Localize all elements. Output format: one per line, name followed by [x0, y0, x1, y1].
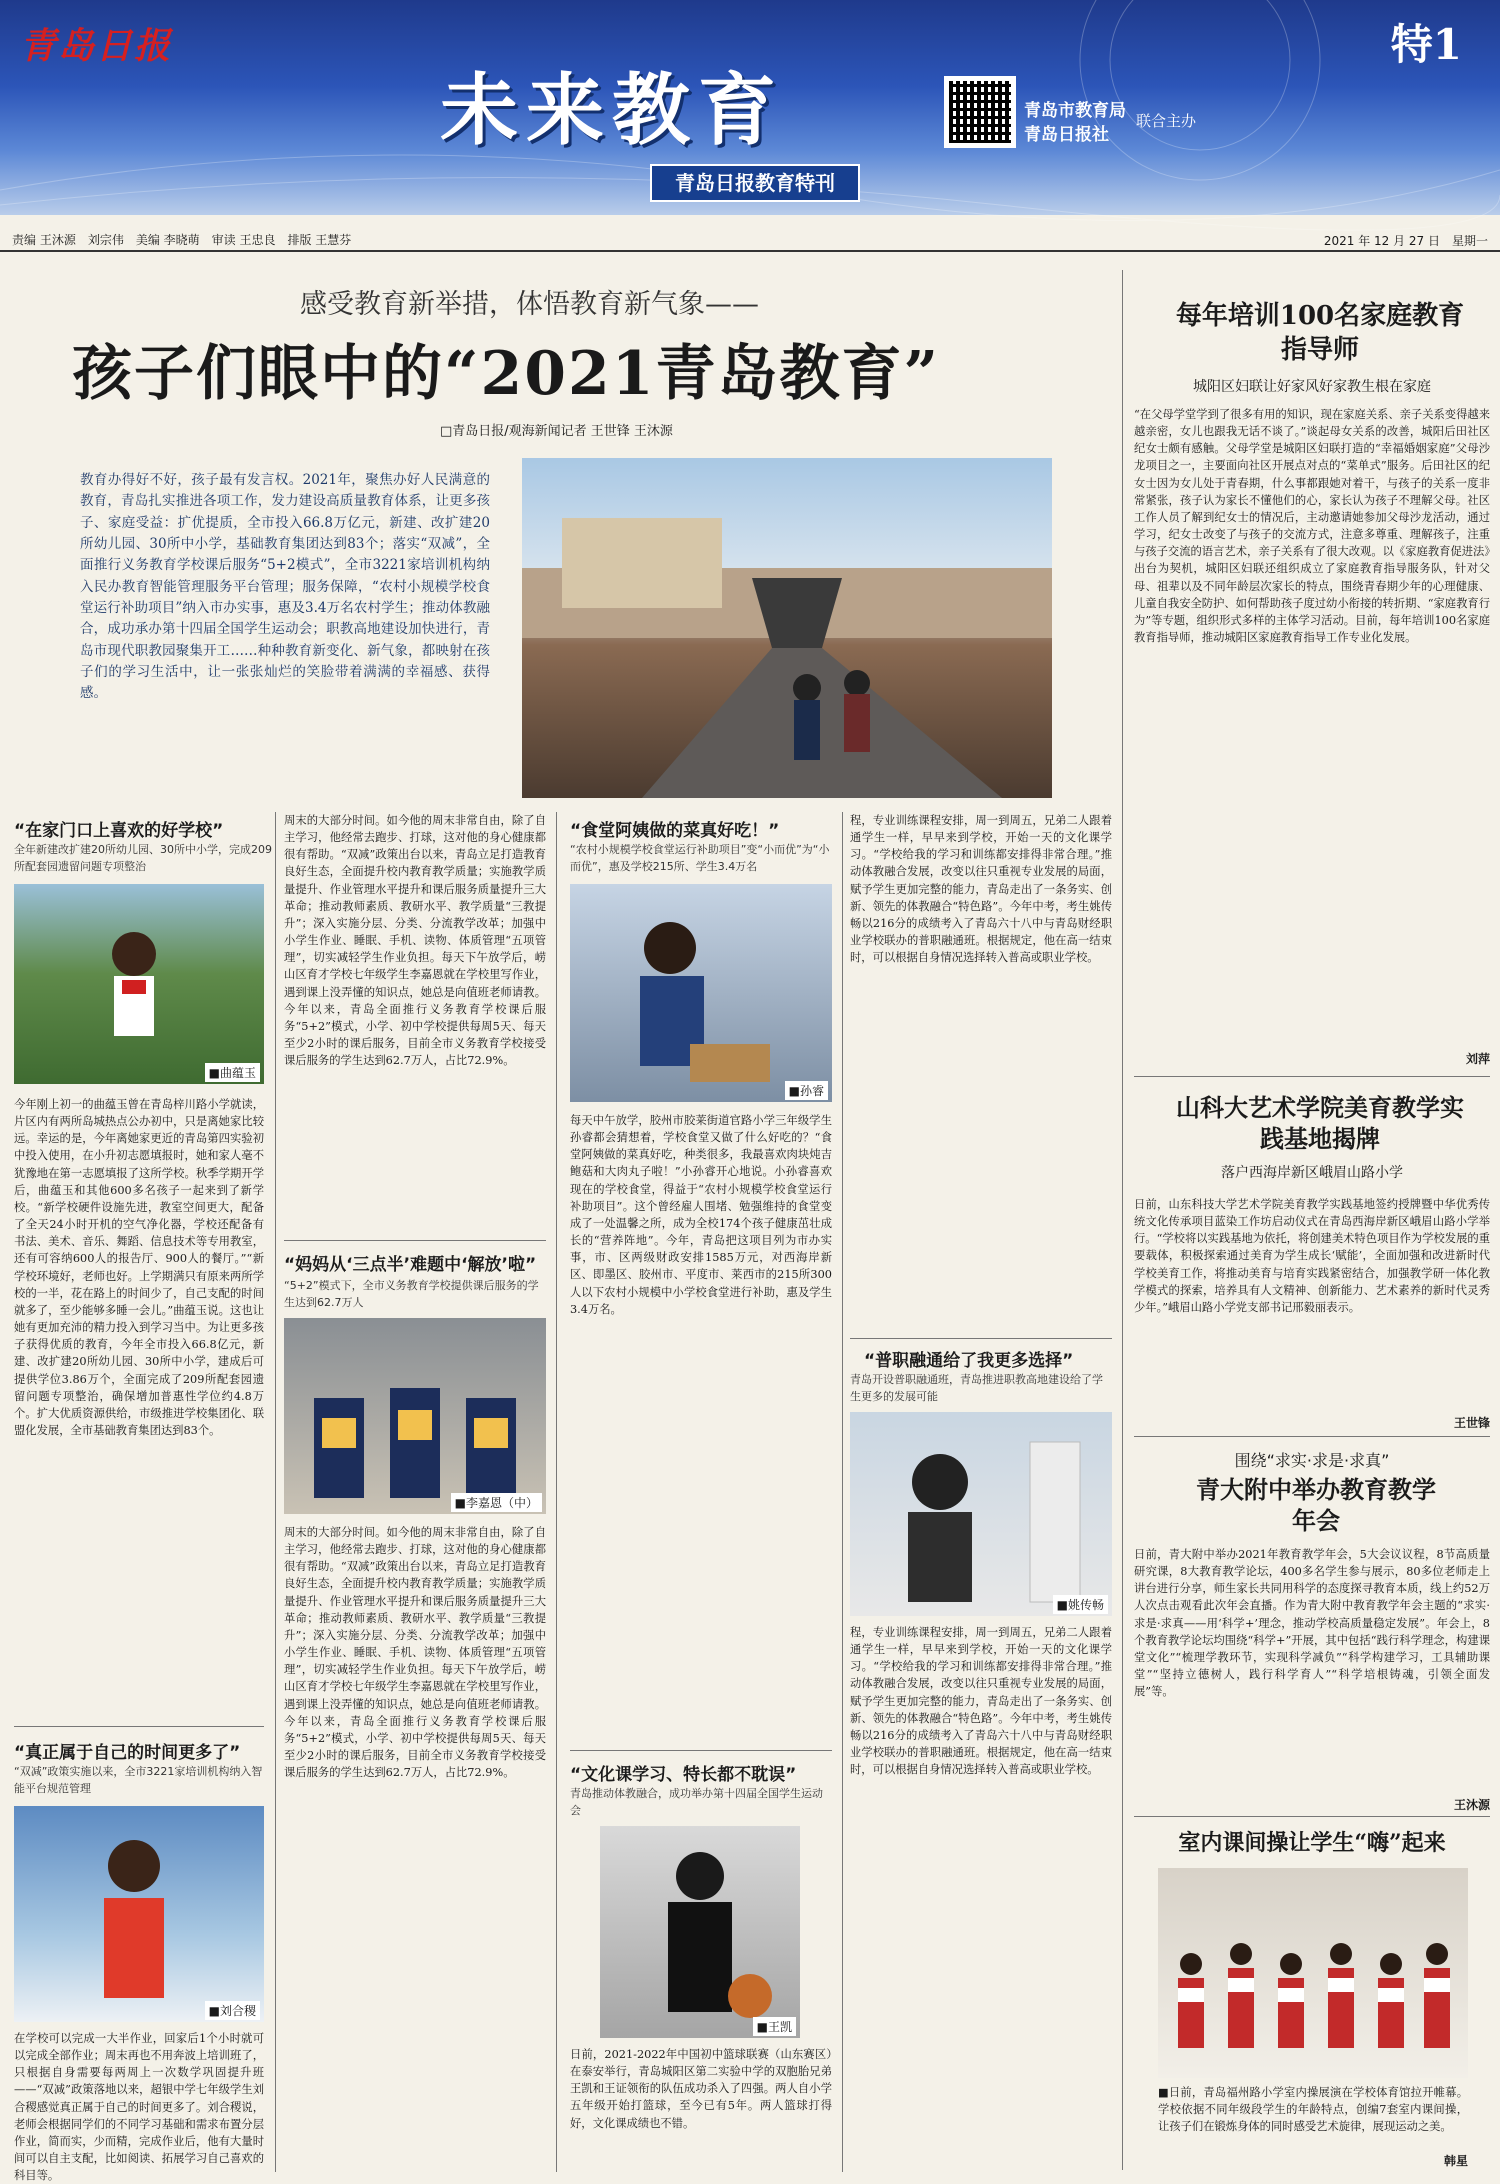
headline-byline: □青岛日报/观海新闻记者 王世锋 王沐源: [440, 424, 673, 439]
story1-subtitle: 全年新建改扩建20所幼儿园、30所中小学，完成209所配套园遗留问题专项整治: [14, 843, 272, 873]
story6-subtitle: 青岛开设普职融通班，青岛推进职教高地建设给了学生更多的发展可能: [850, 1373, 1103, 1403]
story3-body-2: 周末的大部分时间。如今他的周末非常自由，除了自主学习，他经常去跑步、打球，这对他的身心健康都很有帮助。“双减”政策出台以来，青岛立足打造教育良好生态，全面提升校内教育教学质量；实施教学质量提升、作业管理水平提升和课后服务质量提升三大革命；推动教师素质、教研水平、教学质量“三教提升”；深入实施分层、分类、分流教学改革；加强中小学生作业、睡眠、手机、读物、体质管理“五项管理”，切实减轻学生作业负担。每天下午放学后，崂山区育才学校七年级学生李嘉恩就在学校里写作业，遇到课上没弄懂的知识点，她总是向值班老师请教。今年以来，青岛全面推行义务教育学校课后服务“5+2”模式，小学、初中学校提供每周5天、每天至少2小时的课后服务，目前全市义务教育学校接受课后服务的学生达到62.7万人，占比72.9%。: [284, 1526, 546, 1780]
sidebar-article3-kicker: 围绕“求实·求是·求真”: [1234, 1451, 1390, 1470]
story5-subtitle: 青岛推动体教融合，成功举办第十四届全国学生运动会: [570, 1787, 823, 1817]
main-photo: [522, 458, 1052, 798]
sidebar-article1-author: 刘萍: [1465, 1052, 1490, 1066]
sidebar-article4-caption: ■日前，青岛福州路小学室内操展演在学校体育馆拉开帷幕。学校依据不同年级段学生的年龄特点，创编7套室内课间操，让孩子们在锻炼身体的同时感受艺术旋律，展现运动之美。: [1158, 2086, 1468, 2134]
column-divider: [556, 812, 557, 2172]
sidebar-article4-author: 韩星: [1443, 2154, 1468, 2168]
divider: [284, 1240, 546, 1241]
sidebar-article3-title: 青大附中举办教育教学年会: [1196, 1475, 1436, 1536]
story2-subtitle: “双减”政策实施以来，全市3221家培训机构纳入智能平台规范管理: [14, 1765, 263, 1795]
divider: [1134, 1076, 1490, 1077]
sidebar-article2-body: 日前，山东科技大学艺术学院美育教学实践基地签约授牌暨中华优秀传统文化传承项目蓝染工作坊启动仪式在青岛西海岸新区峨眉山路小学举行。“学校将以实践基地为依托，将创建美术特色项目作为学校发展的重要载体，积极探索通过美育为学生成长‘赋能’，全面加强和改进新时代学校美育工作，将推动美育与培育实践紧密结合，加强教学研一体化教学模式的探索，培养具有人文精神、创新能力、艺术素养的新时代灵秀少年。”峨眉山路小学党支部书记邢毅丽表示。: [1134, 1198, 1490, 1314]
story6-body: 程，专业训练课程安排，周一到周五，兄弟二人跟着通学生一样，早早来到学校，开始一天的文化课学习。“学校给我的学习和训练都安排得非常合理。”推动体教融合发展，改变以往只重视专业发展的局面，赋予学生更加完整的能力，青岛走出了一条务实、创新、领先的体教融合“特色路”。今年中考，考生姚传畅以216分的成绩考入了青岛六十八中与青岛财经职业学校联办的普职融通班。根据规定，他在高一结束时，可以根据自身情况选择转入普高或职业学校。: [850, 1626, 1112, 1777]
story4-title: “食堂阿姨做的菜真好吃！”: [570, 821, 780, 841]
story2-photo-caption: ■刘合稷: [205, 2001, 260, 2020]
story5-photo: [600, 1826, 800, 2038]
story6-body-top: 程，专业训练课程安排，周一到周五，兄弟二人跟着通学生一样，早早来到学校，开始一天的文化课学习。“学校给我的学习和训练都安排得非常合理。”推动体教融合发展，改变以往只重视专业发展的局面，赋予学生更加完整的能力，青岛走出了一条务实、创新、领先的体教融合“特色路”。今年中考，考生姚传畅以216分的成绩考入了青岛六十八中与青岛财经职业学校联办的普职融通班。根据规定，他在高一结束时，可以根据自身情况选择转入普高或职业学校。: [850, 814, 1112, 965]
story3-body: 周末的大部分时间。如今他的周末非常自由，除了自主学习，他经常去跑步、打球，这对他的身心健康都很有帮助。“双减”政策出台以来，青岛立足打造教育良好生态，全面提升校内教育教学质量；实施教学质量提升、作业管理水平提升和课后服务质量提升三大革命；推动教师素质、教研水平、教学质量“三教提升”；深入实施分层、分类、分流教学改革；加强中小学生作业、睡眠、手机、读物、体质管理“五项管理”，切实减轻学生作业负担。每天下午放学后，崂山区育才学校七年级学生李嘉恩就在学校里写作业，遇到课上没弄懂的知识点，她总是向值班老师请教。今年以来，青岛全面推行义务教育学校课后服务“5+2”模式，小学、初中学校提供每周5天、每天至少2小时的课后服务，目前全市义务教育学校接受课后服务的学生达到62.7万人，占比72.9%。: [284, 814, 546, 1068]
page-tag: 特1: [1390, 20, 1462, 69]
organizer-2: 青岛日报社: [1024, 125, 1109, 145]
credits-bar: [0, 228, 1500, 252]
sidebar-article2-subtitle: 落户西海岸新区峨眉山路小学: [1221, 1165, 1403, 1181]
sidebar-article1-body: “在父母学堂学到了很多有用的知识，现在家庭关系、亲子关系变得越来越亲密，女儿也跟我无话不谈了。”谈起母女关系的改善，城阳后田社区纪女士颇有感触。父母学堂是城阳区妇联打造的“幸福婚姻家庭”父母沙龙项目之一，主要面向社区开展点对点的“菜单式”服务。后田社区的纪女士因为女儿处于青春期，什么事都跟她对着干，与孩子的关系一度非常紧张，孩子认为家长不懂他们的心，家长认为孩子不理解父母。社区工作人员了解到纪女士的情况后，主动邀请她参加父母沙龙活动，通过学习，纪女士改变了与孩子的交流方式，注意多尊重、理解孩子，注重与孩子交流的语言艺术，亲子关系有了很大改观。以《家庭教育促进法》出台为契机，城阳区妇联还组织成立了家庭教育指导服务队，针对父母、祖辈以及不同年龄层次家长的特点，围绕青春期少年的心理健康、儿童自我安全防护、如何帮助孩子度过幼小衔接的转折期、“家庭教育行为”等专题，组织形式多样的主体学习活动。目前，每年培训100名家庭教育指导师，推动城阳区家庭教育指导工作专业化发展。: [1134, 408, 1490, 645]
headline-title: 孩子们眼中的“2021青岛教育”: [72, 339, 941, 409]
organizer-1: 青岛市教育局: [1024, 101, 1126, 121]
story2-body: 在学校可以完成一大半作业，回家后1个小时就可以完成全部作业；周末再也不用奔波上培训班了，只根据自身需要每两周上一次数学巩固提升班——“双减”政策落地以来，超银中学七年级学生刘合稷感觉真正属于自己的时间更多了。刘合稷说，老师会根据同学们的不同学习基础和需求布置分层作业，简而实，少而精，完成作业后，他有大量时间可以自主支配，比如阅读、拓展学习自己喜欢的科目等。: [14, 2032, 264, 2183]
newspaper-logo: 青岛日报: [20, 25, 173, 67]
story3-photo: [284, 1318, 546, 1514]
story3-subtitle: “5+2”模式下，全市义务教育学校提供课后服务的学生达到62.7万人: [284, 1279, 539, 1309]
sidebar-article1-subtitle: 城阳区妇联让好家风好家教生根在家庭: [1193, 379, 1431, 395]
sidebar-article3-author: 王沐源: [1453, 1798, 1490, 1812]
story6-photo-caption: ■姚传畅: [1053, 1595, 1108, 1614]
story1-photo: [14, 884, 264, 1084]
story4-photo: [570, 884, 832, 1102]
story3-title: “妈妈从‘三点半’难题中‘解放’啦”: [284, 1255, 537, 1275]
special-banner: 青岛日报教育特刊: [650, 164, 860, 202]
divider: [1134, 1436, 1490, 1437]
sidebar-article4-title: 室内课间操让学生“嗨”起来: [1178, 1830, 1446, 1856]
divider: [850, 1338, 1112, 1339]
story2-photo: [14, 1806, 264, 2022]
story1-photo-caption: ■曲蕴玉: [205, 1063, 260, 1082]
story4-photo-caption: ■孙睿: [785, 1081, 828, 1100]
story5-body: 日前，2021-2022年中国初中篮球联赛（山东赛区）在泰安举行，青岛城阳区第二实验中学的双胞胎兄弟王凯和王证领衔的队伍成功杀入了四强。两人自小学五年级开始打篮球，至今已有5年。两人篮球打得好，文化课成绩也不错。: [570, 2048, 832, 2130]
divider: [14, 1726, 264, 1727]
sidebar-article1-title: 每年培训100名家庭教育指导师: [1175, 301, 1465, 365]
story2-title: “真正属于自己的时间更多了”: [14, 1743, 241, 1763]
story5-photo-caption: ■王凯: [753, 2017, 796, 2036]
column-divider: [1122, 270, 1123, 2170]
sidebar-article2-author: 王世锋: [1453, 1416, 1490, 1430]
story4-body: 每天中午放学，胶州市胶莱街道官路小学三年级学生孙睿都会猜想着，学校食堂又做了什么好吃的？“食堂阿姨做的菜真好吃，种类很多，我最喜欢肉块炖吉鲍菇和大肉丸子啦！”小孙睿开心地说。小孙睿喜欢现在的学校食堂，得益于“农村小规模学校食堂运行补助项目”。这个曾经雇人围堵、勉强维持的食堂变成了一处温馨之所，成为全校174个孩子健康茁壮成长的“营养阵地”。今年，青岛把这项目列为市办实事，市、区两级财政安排1585万元，对西海岸新区、即墨区、胶州市、平度市、莱西市的215所300人以下农村小规模中小学校食堂进行补助，惠及学生3.4万名。: [570, 1114, 832, 1316]
section-title: 未来教育: [440, 65, 785, 156]
sidebar-article4-photo: [1158, 1868, 1468, 2078]
column-divider: [275, 812, 276, 2172]
editor-credits: 责编 王沐源 刘宗伟 美编 李晓萌 审读 王忠良 排版 王慧芬: [12, 232, 352, 247]
story4-subtitle: “农村小规模学校食堂运行补助项目”变“小而优”为“小而优”，惠及学校215所、学生3.4万名: [570, 843, 830, 873]
qr-code-icon: [944, 76, 1016, 148]
masthead: [0, 0, 1500, 215]
column-divider: [842, 812, 843, 2172]
story6-title: “普职融通给了我更多选择”: [864, 1351, 1074, 1371]
lead-paragraph: 教育办得好不好，孩子最有发言权。2021年，聚焦办好人民满意的教育，青岛扎实推进各项工作，发力建设高质量教育体系，让更多孩子、家庭受益：扩优提质，全市投入66.8万亿元，新建、改扩建20所幼儿园、30所中小学，基础教育集团达到83个；落实“双减”，全面推行义务教育学校课后服务“5+2模式”，全市3221家培训机构纳入民办教育智能管理服务平台管理；服务保障，“农村小规模学校食堂运行补助项目”纳入市办实事，惠及3.4万名农村学生；推动体教融合，成功承办第十四届全国学生运动会；职教高地建设加快进行，青岛市现代职教园聚集开工……种种教育新变化、新气象，都映射在孩子们的学习生活中，让一张张灿烂的笑脸带着满满的幸福感、获得感。: [80, 472, 490, 702]
divider: [570, 1750, 832, 1751]
story1-body: 今年刚上初一的曲蕴玉曾在青岛梓川路小学就读，片区内有两所岛城热点公办初中，只是离她家比较远。幸运的是，今年离她家更近的青岛第四实验初中投入使用，在小升初志愿填报时，她和家人毫不犹豫地在第一志愿填报了这所学校。秋季学期开学后，曲蕴玉和其他600多名孩子一起来到了新学校。“新学校硬件设施先进，教室空间更大，配备了全天24小时开机的空气净化器，学校还配备有书法、美术、音乐、舞蹈、信息技术等专用教室，还有可容纳600人的报告厅、900人的餐厅。”“新学校环境好，老师也好。上学期满只有原来两所学校的一半，花在路上的时间少了，自己支配的时间就多了，至少能够多睡一会儿。”曲蕴玉说。这也让她有更加充沛的精力投入到学习当中。为让更多孩子获得优质的教育，今年全市投入66.8亿元，新建、改扩建20所幼儿园、30所中小学，建成后可提供学位3.86万个，全面完成了209所配套园遗留问题专项整治，确保增加普惠性学位约4.8万个。扩大优质资源供给，市级推进学校集团化、联盟化发展，全市基础教育集团达到83个。: [14, 1098, 264, 1437]
sidebar-article3-body: 日前，青大附中举办2021年教育教学年会，5大会议议程，8节高质量研究课，8大教育教学论坛，400多名学生参与展示，80多位老师走上讲台进行分享，师生家长共同用科学的态度探寻教育本质，线上约52万人次点击观看此次年会直播。作为青大附中教育教学年会主题的“求实·求是·求真——用‘科学+’理念，推动学校高质量稳定发展”。年会上，8个教育教学论坛均围绕“科学+”开展，其中包括“践行科学理念，构建课堂文化”“梳理学教环节，实现科学减负”“科学构建学习，工具辅助课堂”“坚持立德树人，践行科学育人”“科学培根铸魂，引领全面发展”等。: [1134, 1548, 1490, 1699]
story5-title: “文化课学习、特长都不耽误”: [570, 1765, 797, 1785]
issue-date: 2021 年 12 月 27 日 星期一: [1323, 234, 1488, 248]
story3-photo-caption: ■李嘉恩（中）: [451, 1493, 542, 1512]
divider: [1134, 1816, 1490, 1817]
story1-title: “在家门口上喜欢的好学校”: [14, 821, 224, 841]
headline-kicker: 感受教育新举措，体悟教育新气象——: [300, 289, 759, 320]
sidebar-article2-title: 山科大艺术学院美育教学实践基地揭牌: [1176, 1093, 1464, 1154]
joint-host-label: 联合主办: [1136, 112, 1197, 130]
story6-photo: [850, 1412, 1112, 1616]
